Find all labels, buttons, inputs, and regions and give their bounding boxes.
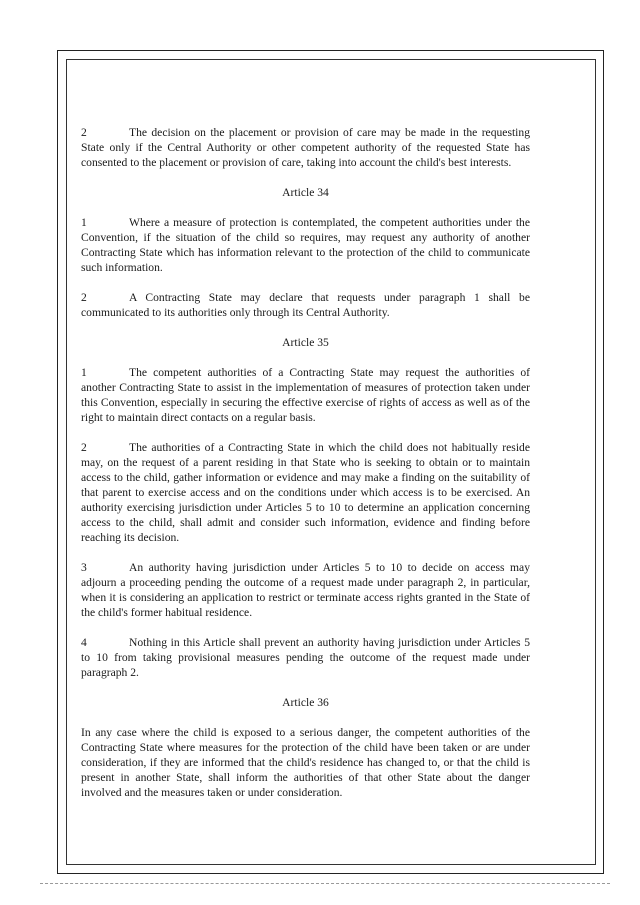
paragraph	[81, 725, 530, 800]
paragraph-text: The decision on the placement or provision of care may be made in the requesting State only if the Central Authority or other competent authority of the requested State has consented to the placement or provision of care, taking into account the child's best interests.	[81, 126, 530, 169]
paragraph-number: 2	[81, 126, 87, 139]
paragraph	[81, 440, 530, 545]
paragraph-text: In any case where the child is exposed to a serious danger, the competent authorities of the Contracting State where measures for the protection of the child have been taken or are under consideration, if they are informed that the child's residence has changed to, or that the child is present in another State, shall inform the authorities of that other State about the danger involved and the measures taken or under consideration.	[81, 726, 530, 799]
article-heading: Article 35	[282, 336, 329, 349]
paragraph	[81, 365, 530, 425]
paragraph-number: 1	[81, 216, 87, 229]
scan-artifact-line	[40, 883, 610, 884]
document-body	[81, 125, 530, 800]
paragraph	[81, 215, 530, 275]
paragraph-text: The authorities of a Contracting State in which the child does not habitually reside may, on the request of a parent residing in that State who is seeking to obtain or to maintain access to the child, gather information or evidence and may make a finding on the suitability of that parent to exercise access and on the conditions under which access is to be exercised. An authority exercising jurisdiction under Articles 5 to 10 to determine an application concerning access to the child, shall admit and consider such information, evidence and finding before reaching its decision.	[81, 441, 530, 544]
paragraph-text: Where a measure of protection is contemplated, the competent authorities under the Convention, if the situation of the child so requires, may request any authority of another Contracting State which has information relevant to the protection of the child to communicate such information.	[81, 216, 530, 274]
paragraph	[81, 560, 530, 620]
article-heading: Article 34	[282, 186, 329, 199]
paragraph	[81, 635, 530, 680]
paragraph-text: A Contracting State may declare that requests under paragraph 1 shall be communicated to its authorities only through its Central Authority.	[81, 291, 530, 319]
paragraph	[81, 125, 530, 170]
paragraph-text: Nothing in this Article shall prevent an authority having jurisdiction under Articles 5 to 10 from taking provisional measures pending the outcome of the request made under paragraph 2.	[81, 636, 530, 679]
paragraph-number: 2	[81, 291, 87, 304]
article-heading: Article 36	[282, 696, 329, 709]
paragraph-number: 2	[81, 441, 87, 454]
paragraph-number: 4	[81, 636, 87, 649]
paragraph-text: An authority having jurisdiction under Articles 5 to 10 to decide on access may adjourn a proceeding pending the outcome of a request made under paragraph 2, in particular, when it is considering an application to restrict or terminate access rights granted in the State of the child's former habitual residence.	[81, 561, 530, 619]
paragraph	[81, 290, 530, 320]
paragraph-text: The competent authorities of a Contracting State may request the authorities of another Contracting State to assist in the implementation of measures of protection taken under this Convention, especially in securing the effective exercise of rights of access as well as of the right to maintain direct contacts on a regular basis.	[81, 366, 530, 424]
paragraph-number: 1	[81, 366, 87, 379]
paragraph-number: 3	[81, 561, 87, 574]
